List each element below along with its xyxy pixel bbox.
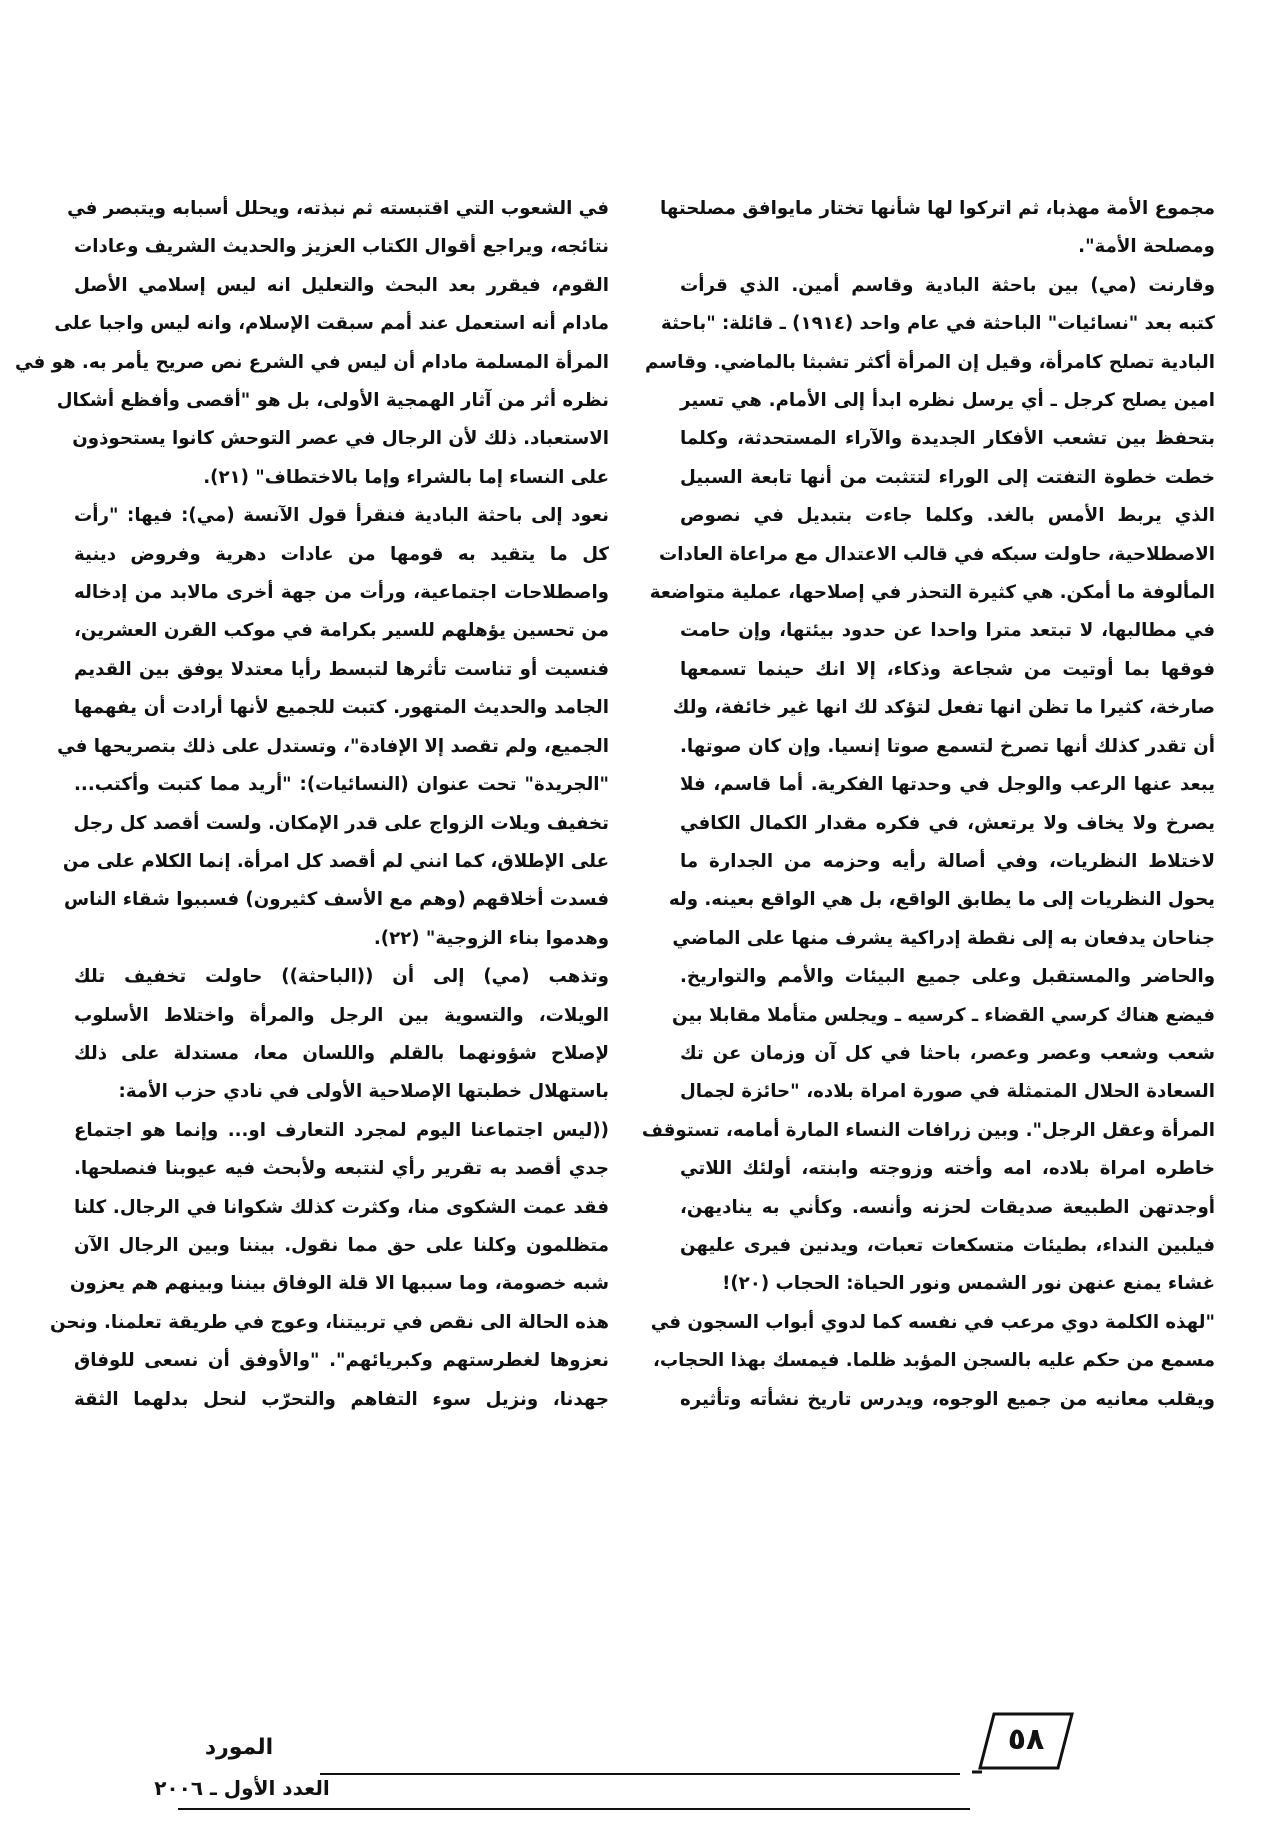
text-line: هذه الحالة الى نقص في تربيتنا، وعوج في طريقة تعلمنا. ونحن bbox=[50, 1311, 609, 1333]
text-line: غشاء يمنع عنهن نور الشمس ونور الحياة: الحجاب (٢٠)! bbox=[722, 1273, 1215, 1295]
text-line: الذي يربط الأمس بالغد. وكلما جاءت بتبديل في نصوص bbox=[680, 505, 1215, 527]
text-line: تخفيف ويلات الزواج على قدر الإمكان. ولست أقصد كل رجل bbox=[73, 812, 609, 834]
text-line: على النساء إما بالشراء وإما بالاختطاف" (٢١). bbox=[203, 466, 609, 488]
text-line: الاستعباد. ذلك لأن الرجال في عصر التوحش كانوا يستحوذون bbox=[72, 428, 609, 450]
text-line: نظره أثر من آثار الهمجية الأولى، بل هو "أقصى وأفظع أشكال bbox=[56, 390, 609, 412]
text-line: المرأة وعقل الرجل". وبين زرافات النساء المارة أمامه، تستوقف bbox=[641, 1119, 1215, 1141]
text-line: يحول النظريات إلى ما يطابق الواقع، بل هي الواقع بعينه. وله bbox=[668, 889, 1215, 911]
text-line: المرأة المسلمة مادام أن ليس في الشرع نص صريح يأمر به. هو في bbox=[14, 351, 609, 373]
text-line: مجموع الأمة مهذبا، ثم اتركوا لها شأنها تختار مايوافق مصلحتها bbox=[659, 198, 1215, 219]
text-line: القوم، فيقرر بعد البحث والتعليل انه ليس إسلامي الأصل bbox=[74, 274, 609, 296]
page-number-box bbox=[968, 1706, 1078, 1776]
text-line: البادية تصلح كامرأة، وقيل إن المرأة أكثر تشبثا بالماضي. وقاسم bbox=[645, 351, 1215, 373]
text-line: وهدموا بناء الزوجية" (٢٢). bbox=[373, 927, 609, 949]
text-line: متظلمون وكلنا على حق مما نقول. بيننا وبين الرجال الآن bbox=[74, 1234, 609, 1256]
text-line: فنسيت أو تناست تأثرها لتبسط رأيا معتدلا يوفق بين القديم bbox=[74, 658, 609, 680]
text-line: فوقها بما أوتيت من شجاعة وذكاء، إلا انك حينما تسمعها bbox=[680, 658, 1215, 680]
text-line: مسمع من حكم عليه بالسجن المؤبد ظلما. فيمسك بهذا الحجاب، bbox=[652, 1350, 1215, 1372]
text-line: امين يصلح كرجل ـ أي يرسل نظره ابدأ إلى الأمام. هي تسير bbox=[680, 390, 1215, 412]
text-line: بتحفظ بين تشعب الأفكار الجديدة والآراء المستحدثة، وكلما bbox=[680, 428, 1215, 450]
text-line: أوجدتهن الطبيعة صديقات لحزنه وأنسه. وكأني به يناديهن، bbox=[680, 1196, 1215, 1218]
text-line: لإصلاح شؤونهما بالقلم واللسان معا، مستدلة على ذلك bbox=[74, 1042, 609, 1064]
text-line: باستهلال خطبتها الإصلاحية الأولى في نادي حزب الأمة: bbox=[118, 1081, 609, 1103]
text-line: يصرخ ولا يخاف ولا يرتعش، في فكره مقدار الكمال الكافي bbox=[680, 812, 1215, 834]
text-line: كتبه بعد "نسائيات" الباحثة في عام واحد (١٩١٤) ـ قائلة: "باحثة bbox=[660, 313, 1215, 335]
text-line: "لهذه الكلمة دوي مرعب في نفسه كما لدوي أبواب السجون في bbox=[650, 1311, 1215, 1333]
text-line: فقد عمت الشكوى منا، وكثرت كذلك شكوانا في الرجال. كلنا bbox=[74, 1196, 609, 1218]
text-line: نعود إلى باحثة البادية فنقرأ قول الآنسة (مي): فيها: "رأت bbox=[74, 505, 609, 527]
text-line: مادام أنه استعمل عند أمم سبقت الإسلام، وانه ليس واجبا على bbox=[54, 313, 609, 335]
text-line: نعزوها لغطرستهم وكبريائهم". "والأوفق أن نسعى للوفاق bbox=[74, 1350, 609, 1372]
text-line: على الإطلاق، كما انني لم أقصد كل امرأة. إنما الكلام على من bbox=[62, 850, 609, 872]
text-line: أن تقدر كذلك أنها تصرخ لتسمع صوتا إنسيا. وإن كان صوتها. bbox=[680, 735, 1215, 757]
text-line: ومصلحة الأمة". bbox=[1078, 236, 1215, 258]
footer-rule-top bbox=[320, 1773, 960, 1775]
text-line: الجميع، ولم تقصد إلا الإفادة"، وتستدل على ذلك بتصريحها في bbox=[57, 735, 609, 757]
text-line: المألوفة ما أمكن. هي كثيرة التحذر في إصلاحها، عملية متواضعة bbox=[649, 582, 1215, 604]
text-column-right bbox=[641, 190, 1215, 1419]
text-line: السعادة الحلال المتمثلة في صورة امراة بلاده، "حائزة لجمال bbox=[680, 1081, 1215, 1103]
footer-rule-bottom bbox=[178, 1808, 970, 1810]
text-line: الاصطلاحية، حاولت سبكه في قالب الاعتدال مع مراعاة العادات bbox=[658, 543, 1215, 565]
text-line: شعب وشعب وعصر وعصر، باحثا في كل آن وزمان عن تك bbox=[680, 1042, 1215, 1064]
text-line: في مطالبها، لا تبتعد مترا واحدا عن حدود بيئتها، وإن حامت bbox=[680, 620, 1215, 642]
text-line: وتذهب (مي) إلى أن ((الباحثة)) حاولت تخفيف تلك bbox=[74, 966, 609, 988]
text-line: جناحان يدفعان به إلى نقطة إدراكية يشرف منها على الماضي bbox=[672, 927, 1215, 949]
text-column-left bbox=[14, 190, 609, 1419]
text-line: كل ما يتقيد به قومها من عادات دهرية وفروض دينية bbox=[74, 543, 609, 565]
text-line: ويقلب معانيه من جميع الوجوه، ويدرس تاريخ نشأته وتأثيره bbox=[680, 1388, 1215, 1410]
text-line: الويلات، والتسوية بين الرجل والمرأة واختلاط الأسلوب bbox=[74, 1004, 609, 1026]
issue-label: العدد الأول ـ ٢٠٠٦ bbox=[154, 1776, 330, 1800]
text-line: فسدت أخلاقهم (وهم مع الأسف كثيرون) فسببوا شقاء الناس bbox=[64, 889, 609, 911]
text-line: فيضع هناك كرسي القضاء ـ كرسيه ـ ويجلس متأملا مقابلا بين bbox=[672, 1004, 1215, 1026]
journal-name: المورد bbox=[204, 1735, 274, 1760]
text-line: جهدنا، ونزيل سوء التفاهم والتحرّب لنحل بدلهما الثقة bbox=[74, 1388, 609, 1410]
text-line: فيلبين النداء، بطيئات متسكعات تعبات، ويدنين فيرى عليهن bbox=[680, 1234, 1215, 1256]
text-line: شبه خصومة، وما سببها الا قلة الوفاق بيننا وبينهم هم يعزون bbox=[69, 1273, 609, 1295]
text-line: الجامد والحديث المتهور. كتبت للجميع لأنها أرادت أن يفهمها bbox=[74, 697, 609, 719]
text-line: "الجريدة" تحت عنوان (النسائيات): "أريد مما كتبت وأكتب... bbox=[74, 774, 609, 796]
text-line: واصطلاحات اجتماعية، ورأت من جهة أخرى مالابد من إدخاله bbox=[74, 582, 609, 604]
text-line: جدي أقصد به تقرير رأي لنتبعه ولأبحث فيه عيوبنا فنصلحها. bbox=[74, 1158, 609, 1180]
text-line: صارخة، كثيرا ما تظن انها تفعل لتؤكد لك انها غير خائفة، ولك bbox=[672, 697, 1215, 719]
text-line: خطت خطوة التفتت إلى الوراء لتتثبت من أنها تابعة السبيل bbox=[680, 466, 1215, 488]
text-line: والحاضر والمستقبل وعلى جميع البيئات والأمم والتواريخ. bbox=[680, 966, 1215, 988]
text-line: وقارنت (مي) بين باحثة البادية وقاسم أمين. الذي قرأت bbox=[680, 274, 1215, 296]
page-number: ٥٨ bbox=[1007, 1722, 1045, 1757]
text-line: من تحسين يؤهلهم للسير بكرامة في موكب القرن العشرين، bbox=[74, 620, 609, 642]
text-line: لاختلاط النظريات، وفي أصالة رأيه وحزمه من الجدارة ما bbox=[680, 850, 1215, 872]
text-line: يبعد عنها الرعب والوجل في وحدتها الفكرية. أما قاسم، فلا bbox=[680, 774, 1215, 796]
text-line: ((ليس اجتماعنا اليوم لمجرد التعارف او... وإنما هو اجتماع bbox=[74, 1119, 609, 1141]
text-line: نتائجه، ويراجع أقوال الكتاب العزيز والحديث الشريف وعادات bbox=[74, 236, 609, 258]
text-line: خاطره امراة بلاده، امه وأخته وزوجته وابنته، أولئك اللاتي bbox=[680, 1158, 1215, 1180]
text-line: في الشعوب التي اقتبسته ثم نبذته، ويحلل أسبابه ويتبصر في bbox=[67, 198, 609, 219]
